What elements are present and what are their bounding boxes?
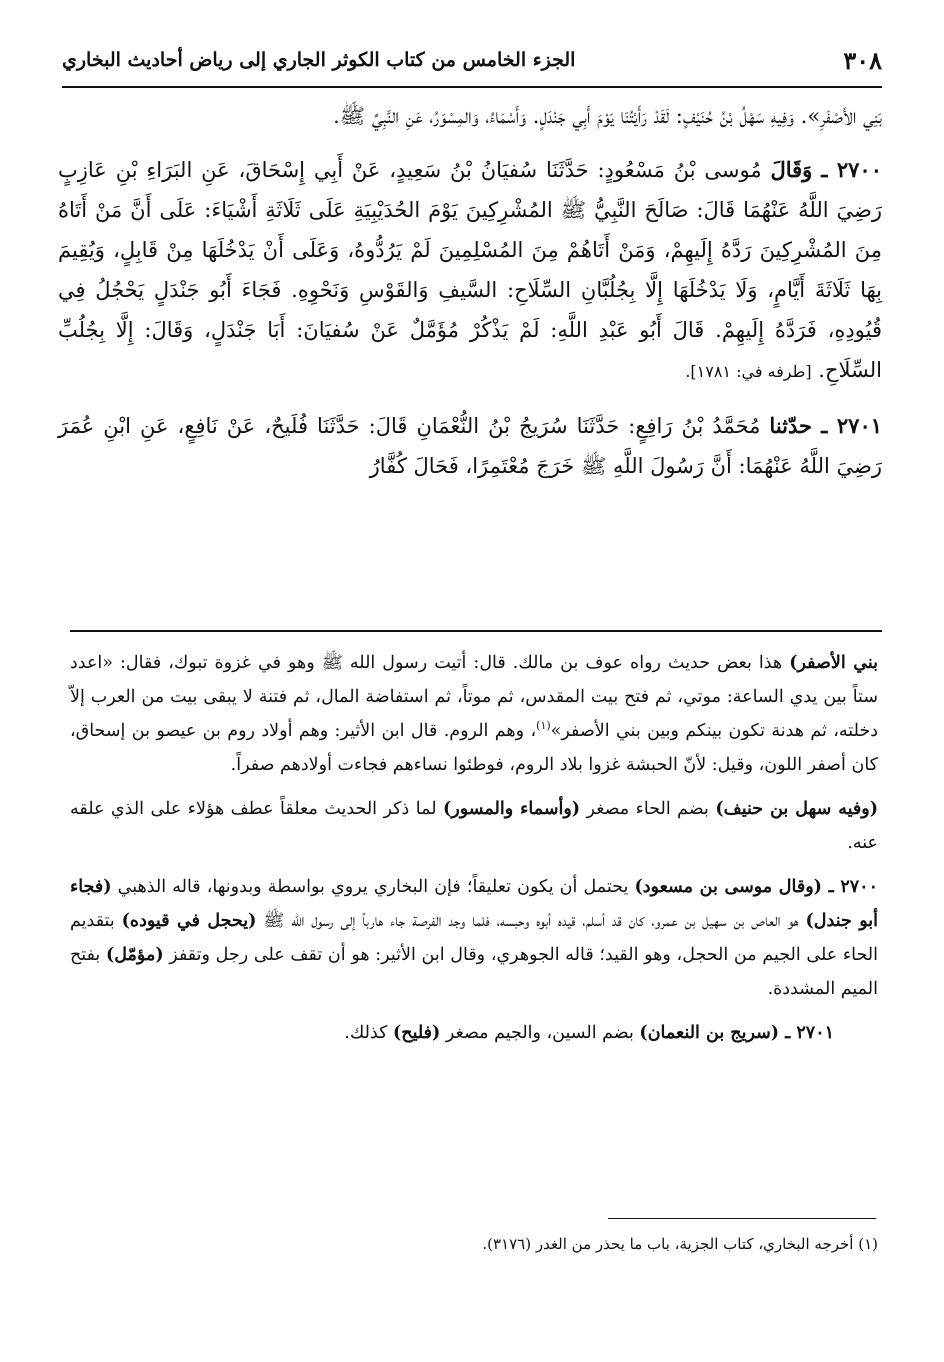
commentary-term: (وأسماء والمسور)	[443, 799, 581, 819]
running-title: الجزء الخامس من كتاب الكوثر الجاري إلى رياض أحاديث البخاري	[62, 49, 576, 71]
hadith-text	[58, 96, 882, 486]
footnotes	[70, 1232, 878, 1256]
hadith-number: ٢٧٠١ ـ	[821, 413, 883, 438]
commentary-term: (فليح)	[393, 1023, 441, 1043]
commentary-term: (سريج بن النعمان)	[639, 1023, 786, 1043]
footnote: (١) أخرجه البخاري، كتاب الجزية، باب ما يحذر من الغدر (٣١٧٦).	[482, 1235, 878, 1253]
footnote-marker: (١)	[536, 719, 551, 733]
hadith-continuation: بَنِي الأَصْفَرِ». وَفِيهِ سَهْلُ بْنُ حُنَيْفٍ: لَقَدْ رَأَيْتُنَا يَوْمَ أَبِي جَنْدَلٍ. وَأَسْمَاءُ، وَالمِسْوَرُ، عَنِ النَّبِيِّ ﷺ.	[333, 104, 882, 128]
hadith-opening: وَقَالَ	[770, 157, 813, 182]
commentary-term: بني الأصفر)	[789, 653, 878, 673]
hadith-body: مُوسى بْنُ مَسْعُودٍ: حَدَّثَنَا سُفيَانُ بْنُ سَعِيدٍ، عَنْ أَبِي إِسْحَاقَ، عَنِ البَرَاءِ بْنِ عَازِبٍ رَضِيَ اللَّهُ عَنْهُمَا قَالَ: صَالَحَ النَّبِيُّ ﷺ المُشْرِكِينَ يَوْمَ الحُدَيْبِيَةِ عَلَى ثَلَاثَةِ أَشْيَاءَ: عَلَى أَنَّ مَنْ أَتَاهُ مِنَ المُشْرِكِينَ رَدَّهُ إِلَيهِمْ، وَمَنْ أَتَاهُمْ مِنَ المُسْلِمِينَ لَمْ يَرُدُّوهُ، وَعَلَى أَنْ يَدْخُلَهَا مِنْ قَابِلٍ، وَيُقِيمَ بِهَا ثَلَاثَةَ أَيَّامٍ، وَلَا يَدْخُلَهَا إِلَّا بِجُلُبَّانِ السِّلَاحِ: السَّيفِ وَالقَوْسِ وَنَحْوِهِ. فَجَاءَ أَبُو جَنْدَلٍ يَحْجُلُ فِي قُيُودِهِ، فَرَدَّهُ إِلَيهِمْ. قَالَ أَبُو عَبْدِ اللَّهِ: لَمْ يَذْكُرْ مُؤَمَّلٌ عَنْ سُفيَانَ: أَبَا جَنْدَلٍ، وَقَالَ: إِلَّا بِجُلُبِّ السِّلَاحِ.	[58, 158, 882, 382]
section-divider	[70, 630, 882, 632]
commentary-term: (وفيه سهل بن حنيف)	[715, 799, 878, 819]
commentary-term: (وقال موسى بن مسعود)	[634, 877, 829, 897]
commentary-paragraph: ٢٧٠١ ـ (سريج بن النعمان) بضم السين، والجيم مصغر (فليح) كذلك.	[344, 1023, 834, 1043]
hadith-body: مُحَمَّدُ بْنُ رَافِعٍ: حَدَّثَنَا سُرَيجُ بْنُ النُّعْمَانِ قَالَ: حَدَّثَنَا فُلَيحٌ، عَنْ نَافِعٍ، عَنِ ابْنِ عُمَرَ رَضِيَ اللَّهُ عَنْهُمَا: أَنَّ رَسُولَ اللَّهِ ﷺ خَرَجَ مُعْتَمِرًا، فَحَالَ كُفَّارُ	[58, 414, 882, 478]
hadith-2701	[58, 406, 882, 486]
footnote-divider	[608, 1218, 876, 1219]
cross-reference: [طرفه في: ١٧٨١].	[685, 362, 812, 381]
commentary-term: (يحجل في قيوده)	[121, 911, 257, 931]
commentary-term: (مؤمّل)	[106, 945, 164, 965]
page-header	[62, 38, 882, 88]
hadith-2700	[58, 150, 882, 392]
commentary-term: (فجاء أبو جندل)	[70, 877, 879, 931]
commentary-paragraph: بني الأصفر) هذا بعض حديث رواه عوف بن مالك. قال: أتيت رسول الله ﷺ وهو في غزوة تبوك، فقال: «اعدد ستاً بين يدي الساعة: موتي، ثم فتح بيت المقدس، ثم موتاً، ثم استفاضة المال، ثم فتنة لا يبقى بيت من العرب إلاّ دخلته، ثم هدنة تكون بينكم وبين بني الأصفر»$^{(١)}$، وهم الروم. قال ابن الأثير: وهم أولاد روم بن عيصو بن إسحاق، كان أصفر اللون، وقيل: لأنّ الحبشة غزوا بلاد الروم، فوطئوا نساءهم فجاءت أولادهم صفراً.	[70, 653, 878, 775]
hadith-opening: حدّثنا	[769, 413, 813, 438]
commentary-number: ٢٧٠٠ ـ	[828, 877, 878, 897]
commentary-number: ٢٧٠١ ـ	[785, 1023, 834, 1043]
commentary-paragraph: ٢٧٠٠ ـ (وقال موسى بن مسعود) يحتمل أن يكون تعليقاً؛ فإن البخاري يروي بواسطة وبدونها، قاله الذهبي (فجاء أبو جندل) هو العاص بن سهيل بن عمرو، كان قد أسلم، قيده أبوه وحبسه، فلما وجد الفرصة جاء هارباً إلى رسول الله ﷺ (يحجل في قيوده) بتقديم الحاء على الجيم من الحجل، وهو القيد؛ قاله الجوهري، وقال ابن الأثير: هو أن تقف على رجل وتقفز (مؤمّل) بفتح الميم المشددة.	[70, 877, 879, 999]
page-number: ٣٠٨	[843, 45, 882, 75]
commentary-paragraph: (وفيه سهل بن حنيف) بضم الحاء مصغر (وأسماء والمسور) لما ذكر الحديث معلقاً عطف هؤلاء على الذي علقه عنه.	[70, 799, 878, 853]
hadith-number: ٢٧٠٠ ـ	[821, 157, 882, 182]
commentary	[70, 646, 878, 1050]
